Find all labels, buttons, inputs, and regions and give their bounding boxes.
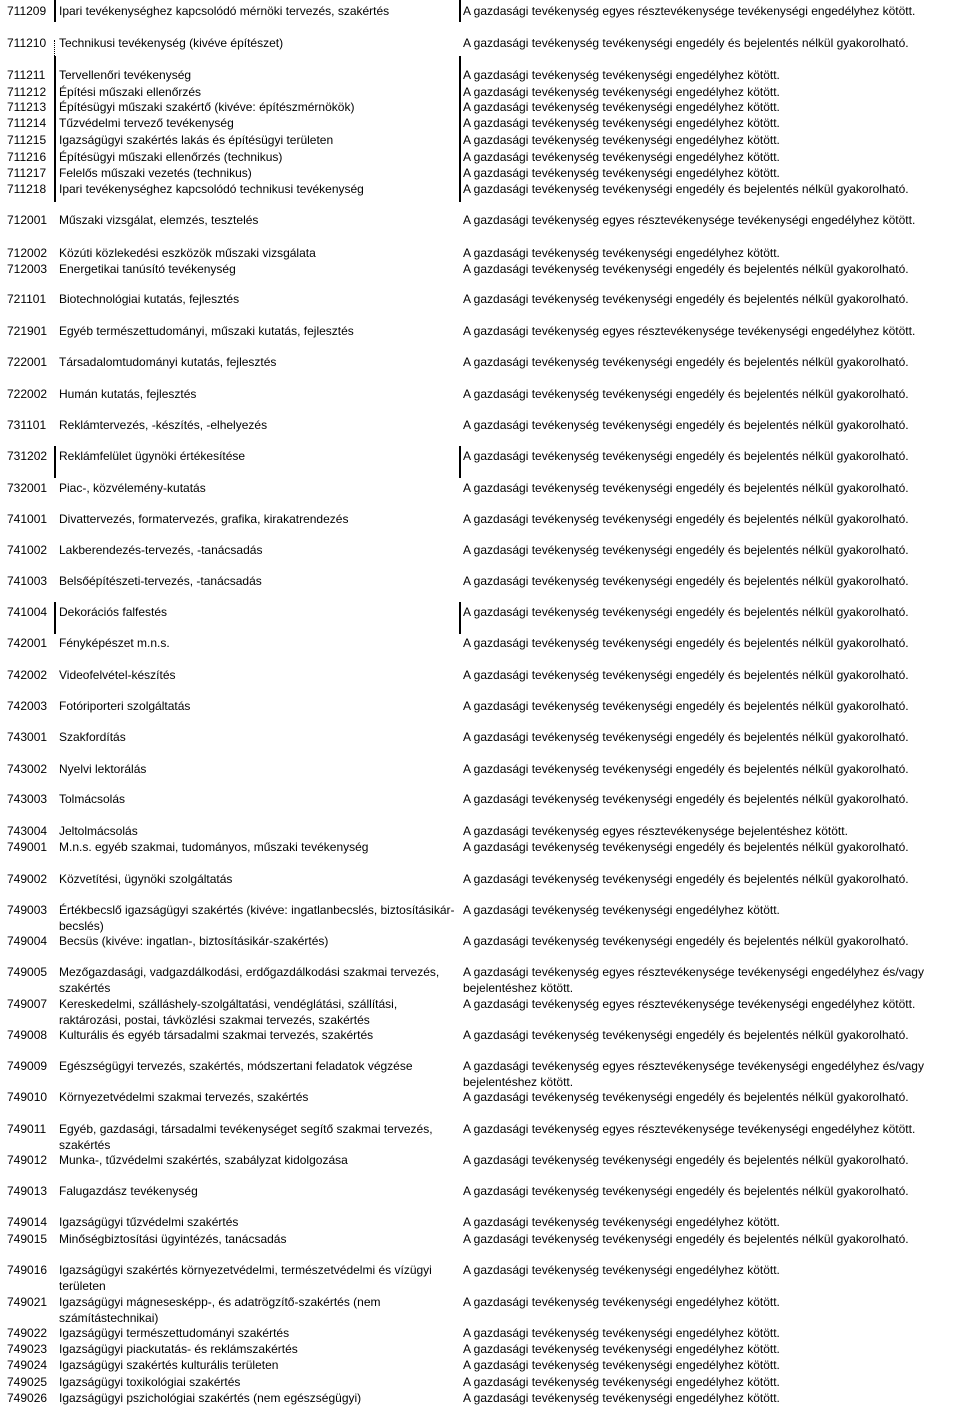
- permission-status: A gazdasági tevékenység tevékenységi engedély és bejelentés nélkül gyakorolható.: [463, 1232, 909, 1246]
- activity-description: Belsőépítészeti-tervezés, -tanácsadás: [59, 574, 262, 588]
- activity-description: Közúti közlekedési eszközök műszaki vizsgálata: [59, 246, 316, 260]
- activity-code: 749004: [7, 934, 48, 948]
- activity-code: 711209: [7, 4, 47, 18]
- permission-status: A gazdasági tevékenység tevékenységi engedélyhez kötött.: [463, 85, 780, 99]
- permission-status: A gazdasági tevékenység tevékenységi engedély és bejelentés nélkül gyakorolható.: [463, 668, 909, 682]
- activity-code: 721101: [7, 292, 47, 306]
- permission-status: A gazdasági tevékenység egyes résztevékenysége bejelentéshez kötött.: [463, 824, 848, 838]
- activity-code: 749021: [7, 1295, 48, 1309]
- permission-status: A gazdasági tevékenység egyes résztevékenysége tevékenységi engedélyhez kötött.: [463, 324, 916, 338]
- permission-status: A gazdasági tevékenység tevékenységi engedély és bejelentés nélkül gyakorolható.: [463, 762, 909, 776]
- activity-description: Tűzvédelmi tervező tevékenység: [59, 116, 234, 130]
- permission-status: A gazdasági tevékenység tevékenységi engedély és bejelentés nélkül gyakorolható.: [463, 387, 909, 401]
- permission-status: A gazdasági tevékenység tevékenységi engedély és bejelentés nélkül gyakorolható.: [463, 1184, 909, 1198]
- column-divider: [459, 602, 461, 634]
- permission-status: A gazdasági tevékenység tevékenységi engedély és bejelentés nélkül gyakorolható.: [463, 872, 909, 886]
- activity-description: Igazságügyi mágnesesképp-, és adatrögzítő-szakértés (nem számítástechnikai): [59, 1295, 381, 1325]
- activity-description: Környezetvédelmi szakmai tervezés, szakértés: [59, 1090, 309, 1104]
- activity-code: 712003: [7, 262, 48, 276]
- activity-description: Közvetítési, ügynöki szolgáltatás: [59, 872, 233, 886]
- activity-code: 742003: [7, 699, 48, 713]
- permission-status: A gazdasági tevékenység tevékenységi engedélyhez kötött.: [463, 1263, 780, 1277]
- permission-status: A gazdasági tevékenység tevékenységi engedély és bejelentés nélkül gyakorolható.: [463, 418, 909, 432]
- activity-code: 711215: [7, 133, 47, 147]
- activity-description: Egyéb, gazdasági, társadalmi tevékenységet segítő szakmai tervezés, szakértés: [59, 1122, 433, 1152]
- activity-code: 749014: [7, 1215, 48, 1229]
- activity-description: Fényképészet m.n.s.: [59, 636, 170, 650]
- activity-code: 749005: [7, 965, 48, 979]
- permission-status: A gazdasági tevékenység tevékenységi engedélyhez kötött.: [463, 1215, 780, 1229]
- permission-status: A gazdasági tevékenység tevékenységi engedélyhez kötött.: [463, 1295, 780, 1309]
- permission-status: A gazdasági tevékenység tevékenységi engedély és bejelentés nélkül gyakorolható.: [463, 730, 909, 744]
- activity-code: 712002: [7, 246, 48, 260]
- activity-description: Igazságügyi pszichológiai szakértés (nem egészségügyi): [59, 1391, 362, 1405]
- permission-status: A gazdasági tevékenység egyes résztevékenysége tevékenységi engedélyhez kötött.: [463, 1122, 916, 1136]
- activity-code: 749016: [7, 1263, 48, 1277]
- permission-status: A gazdasági tevékenység tevékenységi engedélyhez kötött.: [463, 1375, 780, 1389]
- activity-description: Igazságügyi természettudományi szakértés: [59, 1326, 290, 1340]
- activity-description: Technikusi tevékenység (kivéve építészet): [59, 36, 284, 50]
- activity-code: 749013: [7, 1184, 48, 1198]
- activity-code: 721901: [7, 324, 48, 338]
- activity-description: Egyéb természettudományi, műszaki kutatás, fejlesztés: [59, 324, 354, 338]
- activity-description: Kereskedelmi, szálláshely-szolgáltatási, vendéglátási, szállítási, raktározási, postai, távközlési szakmai tervezés, szakértés: [59, 997, 398, 1027]
- activity-description: Igazságügyi szakértés környezetvédelmi, természetvédelmi és vízügyi területen: [59, 1263, 432, 1293]
- activity-description: Dekorációs falfestés: [59, 605, 168, 619]
- activity-code: 741003: [7, 574, 48, 588]
- activity-code: 742001: [7, 636, 48, 650]
- permission-status: A gazdasági tevékenység tevékenységi engedély és bejelentés nélkül gyakorolható.: [463, 1028, 909, 1042]
- permission-status: A gazdasági tevékenység tevékenységi engedélyhez kötött.: [463, 1358, 780, 1372]
- permission-status: A gazdasági tevékenység tevékenységi engedélyhez kötött.: [463, 133, 780, 147]
- activity-description: Ipari tevékenységhez kapcsolódó technikusi tevékenység: [59, 182, 364, 196]
- activity-code: 711214: [7, 116, 47, 130]
- activity-code: 711213: [7, 100, 47, 114]
- permission-status: A gazdasági tevékenység tevékenységi engedély és bejelentés nélkül gyakorolható.: [463, 355, 909, 369]
- permission-status: A gazdasági tevékenység tevékenységi engedély és bejelentés nélkül gyakorolható.: [463, 636, 909, 650]
- activity-description: Biotechnológiai kutatás, fejlesztés: [59, 292, 240, 306]
- activity-description: Becsüs (kivéve: ingatlan-, biztosításikár-szakértés): [59, 934, 329, 948]
- activity-code: 749026: [7, 1391, 48, 1405]
- permission-status: A gazdasági tevékenység tevékenységi engedély és bejelentés nélkül gyakorolható.: [463, 699, 909, 713]
- permission-status: A gazdasági tevékenység egyes résztevékenysége tevékenységi engedélyhez és/vagy bejelentéshez kötött.: [463, 1059, 924, 1089]
- activity-code: 722002: [7, 387, 48, 401]
- activity-description: Fotóriporteri szolgáltatás: [59, 699, 191, 713]
- activity-description: Minőségbiztosítási ügyintézés, tanácsadás: [59, 1232, 287, 1246]
- activity-description: Mezőgazdasági, vadgazdálkodási, erdőgazdálkodási szakmai tervezés, szakértés: [59, 965, 440, 995]
- permission-status: A gazdasági tevékenység tevékenységi engedélyhez kötött.: [463, 1326, 780, 1340]
- activity-description: Műszaki vizsgálat, elemzés, tesztelés: [59, 213, 259, 227]
- activity-description: Ipari tevékenységhez kapcsolódó mérnöki tervezés, szakértés: [59, 4, 390, 18]
- permission-status: A gazdasági tevékenység tevékenységi engedély és bejelentés nélkül gyakorolható.: [463, 481, 909, 495]
- column-divider: [459, 56, 461, 202]
- permission-status: A gazdasági tevékenység tevékenységi engedélyhez kötött.: [463, 1391, 780, 1405]
- activity-code: 742002: [7, 668, 48, 682]
- permission-status: A gazdasági tevékenység egyes résztevékenysége tevékenységi engedélyhez és/vagy bejelentéshez kötött.: [463, 965, 924, 995]
- activity-code: 711218: [7, 182, 47, 196]
- activity-code: 749024: [7, 1358, 48, 1372]
- activity-code: 732001: [7, 481, 48, 495]
- permission-status: A gazdasági tevékenység tevékenységi engedély és bejelentés nélkül gyakorolható.: [463, 605, 909, 619]
- activity-code: 711211: [7, 68, 46, 82]
- activity-code: 749023: [7, 1342, 48, 1356]
- activity-description: Társadalomtudományi kutatás, fejlesztés: [59, 355, 277, 369]
- activity-description: Videofelvétel-készítés: [59, 668, 176, 682]
- activity-code: 749009: [7, 1059, 48, 1073]
- permission-status: A gazdasági tevékenység tevékenységi engedély és bejelentés nélkül gyakorolható.: [463, 934, 909, 948]
- column-divider: [459, 446, 461, 478]
- permission-status: A gazdasági tevékenység tevékenységi engedély és bejelentés nélkül gyakorolható.: [463, 840, 909, 854]
- permission-status: A gazdasági tevékenység tevékenységi engedélyhez kötött.: [463, 116, 780, 130]
- activity-description: Reklámtervezés, -készítés, -elhelyezés: [59, 418, 268, 432]
- activity-code: 741001: [7, 512, 48, 526]
- permission-status: A gazdasági tevékenység tevékenységi engedély és bejelentés nélkül gyakorolható.: [463, 1153, 909, 1167]
- permission-status: A gazdasági tevékenység tevékenységi engedélyhez kötött.: [463, 1342, 780, 1356]
- permission-status: A gazdasági tevékenység tevékenységi engedélyhez kötött.: [463, 150, 780, 164]
- activity-description: Építésügyi műszaki ellenőrzés (technikus): [59, 150, 283, 164]
- activity-description: M.n.s. egyéb szakmai, tudományos, műszaki tevékenység: [59, 840, 369, 854]
- activity-description: Építésügyi műszaki szakértő (kivéve: építészmérnökök): [59, 100, 355, 114]
- activity-code: 749011: [7, 1122, 47, 1136]
- activity-code: 743002: [7, 762, 48, 776]
- column-divider: [459, 0, 461, 22]
- activity-description: Igazságügyi szakértés lakás és építésügyi területen: [59, 133, 334, 147]
- activity-description: Nyelvi lektorálás: [59, 762, 147, 776]
- permission-status: A gazdasági tevékenység tevékenységi engedélyhez kötött.: [463, 903, 780, 917]
- activity-code: 743001: [7, 730, 48, 744]
- activity-code: 722001: [7, 355, 48, 369]
- permission-status: A gazdasági tevékenység tevékenységi engedély és bejelentés nélkül gyakorolható.: [463, 292, 909, 306]
- activity-description: Szakfordítás: [59, 730, 126, 744]
- activity-code: 741002: [7, 543, 48, 557]
- permission-status: A gazdasági tevékenység egyes résztevékenysége tevékenységi engedélyhez kötött.: [463, 997, 916, 1011]
- activity-description: Piac-, közvélemény-kutatás: [59, 481, 206, 495]
- activity-description: Építési műszaki ellenőrzés: [59, 85, 202, 99]
- activity-description: Értékbecslő igazságügyi szakértés (kivéve: ingatlanbecslés, biztosításikár-becslés): [59, 903, 455, 933]
- activity-code: 749022: [7, 1326, 48, 1340]
- activity-description: Tervellenőri tevékenység: [59, 68, 192, 82]
- permission-status: A gazdasági tevékenység tevékenységi engedély és bejelentés nélkül gyakorolható.: [463, 36, 909, 50]
- activity-code: 749002: [7, 872, 48, 886]
- permission-status: A gazdasági tevékenység tevékenységi engedélyhez kötött.: [463, 100, 780, 114]
- activity-code: 749008: [7, 1028, 48, 1042]
- activity-description: Igazságügyi toxikológiai szakértés: [59, 1375, 241, 1389]
- activity-description: Egészségügyi tervezés, szakértés, módszertani feladatok végzése: [59, 1059, 413, 1073]
- activity-code: 749015: [7, 1232, 48, 1246]
- permission-status: A gazdasági tevékenység tevékenységi engedély és bejelentés nélkül gyakorolható.: [463, 512, 909, 526]
- activity-code: 731202: [7, 449, 48, 463]
- activity-code: 711212: [7, 85, 47, 99]
- activity-code: 743003: [7, 792, 48, 806]
- activity-code: 749001: [7, 840, 48, 854]
- permission-status: A gazdasági tevékenység tevékenységi engedélyhez kötött.: [463, 166, 780, 180]
- permission-status: A gazdasági tevékenység tevékenységi engedély és bejelentés nélkül gyakorolható.: [463, 574, 909, 588]
- activity-code: 749012: [7, 1153, 48, 1167]
- activity-description: Lakberendezés-tervezés, -tanácsadás: [59, 543, 263, 557]
- activity-description: Divattervezés, formatervezés, grafika, kirakatrendezés: [59, 512, 349, 526]
- permission-status: A gazdasági tevékenység egyes résztevékenysége tevékenységi engedélyhez kötött.: [463, 213, 916, 227]
- activity-code: 711217: [7, 166, 47, 180]
- activity-description: Falugazdász tevékenység: [59, 1184, 198, 1198]
- activity-code: 731101: [7, 418, 47, 432]
- activity-code: 711216: [7, 150, 47, 164]
- activity-description: Reklámfelület ügynöki értékesítése: [59, 449, 246, 463]
- activity-code: 711210: [7, 36, 47, 50]
- permission-status: A gazdasági tevékenység tevékenységi engedélyhez kötött.: [463, 246, 780, 260]
- activity-description: Igazságügyi tűzvédelmi szakértés: [59, 1215, 239, 1229]
- permission-status: A gazdasági tevékenység egyes résztevékenysége tevékenységi engedélyhez kötött.: [463, 4, 916, 18]
- activity-code: 749025: [7, 1375, 48, 1389]
- permission-status: A gazdasági tevékenység tevékenységi engedély és bejelentés nélkül gyakorolható.: [463, 1090, 909, 1104]
- activity-description: Munka-, tűzvédelmi szakértés, szabályzat kidolgozása: [59, 1153, 348, 1167]
- activity-code: 712001: [7, 213, 48, 227]
- permission-status: A gazdasági tevékenység tevékenységi engedély és bejelentés nélkül gyakorolható.: [463, 449, 909, 463]
- activity-description: Humán kutatás, fejlesztés: [59, 387, 197, 401]
- activity-description: Tolmácsolás: [59, 792, 126, 806]
- permission-status: A gazdasági tevékenység tevékenységi engedélyhez kötött.: [463, 68, 780, 82]
- permission-status: A gazdasági tevékenység tevékenységi engedély és bejelentés nélkül gyakorolható.: [463, 792, 909, 806]
- permission-status: A gazdasági tevékenység tevékenységi engedély és bejelentés nélkül gyakorolható.: [463, 182, 909, 196]
- activity-description: Kulturális és egyéb társadalmi szakmai tervezés, szakértés: [59, 1028, 374, 1042]
- permission-status: A gazdasági tevékenység tevékenységi engedély és bejelentés nélkül gyakorolható.: [463, 262, 909, 276]
- permission-status: A gazdasági tevékenység tevékenységi engedély és bejelentés nélkül gyakorolható.: [463, 543, 909, 557]
- activity-description: Igazságügyi szakértés kulturális területen: [59, 1358, 279, 1372]
- activity-code: 749003: [7, 903, 48, 917]
- activity-description: Igazságügyi piackutatás- és reklámszakértés: [59, 1342, 298, 1356]
- activity-description: Felelős műszaki vezetés (technikus): [59, 166, 252, 180]
- activity-code: 749010: [7, 1090, 48, 1104]
- activity-description: Energetikai tanúsító tevékenység: [59, 262, 236, 276]
- activity-code: 743004: [7, 824, 48, 838]
- activity-code: 749007: [7, 997, 48, 1011]
- activity-code: 741004: [7, 605, 48, 619]
- activity-description: Jeltolmácsolás: [59, 824, 138, 838]
